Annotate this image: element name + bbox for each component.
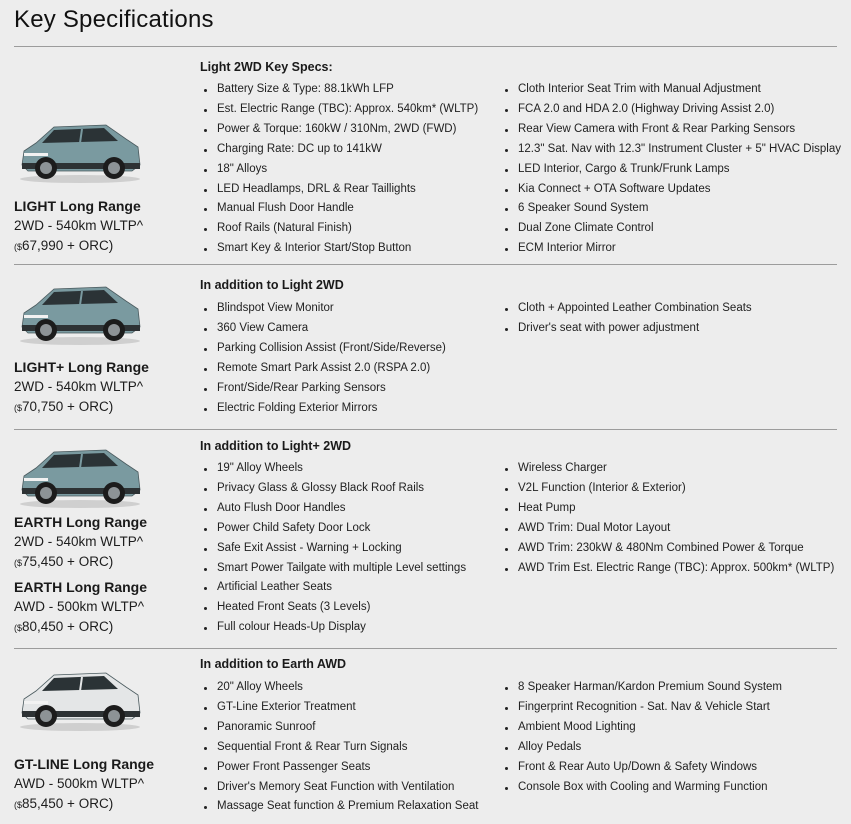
spec-item: Manual Flush Door Handle: [200, 199, 478, 219]
spec-item: Power & Torque: 160kW / 310Nm, 2WD (FWD): [200, 120, 478, 140]
car-rim-front: [40, 324, 52, 336]
spec-item: AWD Trim: 230kW & 480Nm Combined Power & Torque: [501, 539, 834, 559]
spec-item: Ambient Mood Lighting: [501, 718, 782, 738]
spec-item: Battery Size & Type: 88.1kWh LFP: [200, 80, 478, 100]
spec-item: 360 View Camera: [200, 319, 446, 339]
page-title: Key Specifications: [14, 6, 214, 33]
section-heading: In addition to Light 2WD: [200, 278, 344, 292]
car-headlight: [24, 478, 48, 481]
spec-item: Dual Zone Climate Control: [501, 219, 841, 239]
section-heading: Light 2WD Key Specs:: [200, 60, 333, 74]
spec-item: Fingerprint Recognition - Sat. Nav & Vehicle Start: [501, 698, 782, 718]
spec-item: Rear View Camera with Front & Rear Parking Sensors: [501, 120, 841, 140]
model-price: ($70,750 + ORC): [14, 399, 114, 414]
car-headlight: [24, 315, 48, 318]
spec-item: Driver's seat with power adjustment: [501, 319, 752, 339]
spec-item: Parking Collision Assist (Front/Side/Reverse): [200, 339, 446, 359]
car-image-gt-line: [14, 661, 146, 733]
model-range: AWD - 500km WLTP^: [14, 599, 145, 614]
spec-item: Artificial Leather Seats: [200, 578, 466, 598]
model-block: [14, 196, 143, 257]
spec-item: GT-Line Exterior Treatment: [200, 698, 478, 718]
spec-list-left: [200, 459, 466, 638]
car-shadow: [20, 337, 140, 345]
spec-item: Power Child Safety Door Lock: [200, 519, 466, 539]
trim-section-earth: [0, 430, 851, 648]
car-shadow: [20, 500, 140, 508]
spec-item: Remote Smart Park Assist 2.0 (RSPA 2.0): [200, 359, 446, 379]
trim-section-light: [0, 47, 851, 264]
model-price: ($67,990 + ORC): [14, 238, 114, 253]
spec-item: 6 Speaker Sound System: [501, 199, 841, 219]
spec-list-right: [501, 459, 834, 578]
model-name: EARTH Long Range: [14, 579, 147, 595]
spec-item: FCA 2.0 and HDA 2.0 (Highway Driving Assist 2.0): [501, 100, 841, 120]
spec-list-left: [200, 80, 478, 259]
spec-item: Front/Side/Rear Parking Sensors: [200, 379, 446, 399]
spec-item: Charging Rate: DC up to 141kW: [200, 140, 478, 160]
car-shadow: [20, 175, 140, 183]
spec-list-left: [200, 299, 446, 418]
spec-item: V2L Function (Interior & Exterior): [501, 479, 834, 499]
spec-item: LED Headlamps, DRL & Rear Taillights: [200, 180, 478, 200]
car-shadow: [20, 723, 140, 731]
spec-item: Privacy Glass & Glossy Black Roof Rails: [200, 479, 466, 499]
spec-item: Heat Pump: [501, 499, 834, 519]
car-image-light-plus: [14, 275, 146, 347]
model-name: LIGHT+ Long Range: [14, 359, 149, 375]
model-name: GT-LINE Long Range: [14, 756, 154, 772]
spec-item: Power Front Passenger Seats: [200, 758, 478, 778]
model-block: [14, 512, 147, 638]
trim-section-light-plus: [0, 265, 851, 429]
model-price: ($85,450 + ORC): [14, 796, 114, 811]
spec-list-right: [501, 299, 752, 339]
spec-item: 20" Alloy Wheels: [200, 678, 478, 698]
spec-item: Electric Folding Exterior Mirrors: [200, 399, 446, 419]
spec-item: Alloy Pedals: [501, 738, 782, 758]
spec-item: Console Box with Cooling and Warming Function: [501, 778, 782, 798]
car-image-earth: [14, 438, 146, 510]
spec-item: Full colour Heads-Up Display: [200, 618, 466, 638]
model-block: [14, 754, 154, 815]
spec-list-left: [200, 678, 478, 817]
model-range: AWD - 500km WLTP^: [14, 776, 145, 791]
spec-item: AWD Trim Est. Electric Range (TBC): Approx. 500km* (WLTP): [501, 559, 834, 579]
car-headlight: [24, 701, 48, 704]
spec-item: Cloth + Appointed Leather Combination Seats: [501, 299, 752, 319]
model-block: [14, 357, 149, 418]
spec-item: 8 Speaker Harman/Kardon Premium Sound System: [501, 678, 782, 698]
model-name: LIGHT Long Range: [14, 198, 141, 214]
spec-list-right: [501, 678, 782, 797]
car-rim-rear: [108, 710, 120, 722]
spec-item: Safe Exit Assist - Warning + Locking: [200, 539, 466, 559]
spec-item: Driver's Memory Seat Function with Ventilation: [200, 778, 478, 798]
spec-item: Sequential Front & Rear Turn Signals: [200, 738, 478, 758]
car-rim-front: [40, 487, 52, 499]
model-name: EARTH Long Range: [14, 514, 147, 530]
model-price: ($75,450 + ORC): [14, 554, 114, 569]
model-range: 2WD - 540km WLTP^: [14, 534, 144, 549]
spec-item: Blindspot View Monitor: [200, 299, 446, 319]
spec-item: Auto Flush Door Handles: [200, 499, 466, 519]
spec-item: Est. Electric Range (TBC): Approx. 540km* (WLTP): [200, 100, 478, 120]
spec-item: 19" Alloy Wheels: [200, 459, 466, 479]
spec-item: Smart Key & Interior Start/Stop Button: [200, 239, 478, 259]
spec-item: ECM Interior Mirror: [501, 239, 841, 259]
model-range: 2WD - 540km WLTP^: [14, 218, 144, 233]
spec-item: Kia Connect + OTA Software Updates: [501, 180, 841, 200]
spec-item: 12.3" Sat. Nav with 12.3" Instrument Cluster + 5" HVAC Display: [501, 140, 841, 160]
spec-item: Smart Power Tailgate with multiple Level settings: [200, 559, 466, 579]
car-headlight: [24, 153, 48, 156]
spec-item: Roof Rails (Natural Finish): [200, 219, 478, 239]
spec-item: Heated Front Seats (3 Levels): [200, 598, 466, 618]
spec-item: Wireless Charger: [501, 459, 834, 479]
model-range: 2WD - 540km WLTP^: [14, 379, 144, 394]
car-rim-rear: [108, 162, 120, 174]
car-image-light: [14, 113, 146, 185]
trim-section-gt-line: [0, 649, 851, 824]
spec-item: AWD Trim: Dual Motor Layout: [501, 519, 834, 539]
spec-item: Massage Seat function & Premium Relaxation Seat: [200, 797, 478, 817]
spec-item: 18" Alloys: [200, 160, 478, 180]
car-rim-front: [40, 162, 52, 174]
spec-list-right: [501, 80, 841, 259]
spec-item: Cloth Interior Seat Trim with Manual Adjustment: [501, 80, 841, 100]
section-heading: In addition to Light+ 2WD: [200, 439, 352, 453]
spec-item: LED Interior, Cargo & Trunk/Frunk Lamps: [501, 160, 841, 180]
spec-item: Front & Rear Auto Up/Down & Safety Windows: [501, 758, 782, 778]
spec-item: Panoramic Sunroof: [200, 718, 478, 738]
car-rim-rear: [108, 487, 120, 499]
car-rim-front: [40, 710, 52, 722]
model-price: ($80,450 + ORC): [14, 619, 114, 634]
section-heading: In addition to Earth AWD: [200, 657, 347, 671]
car-rim-rear: [108, 324, 120, 336]
